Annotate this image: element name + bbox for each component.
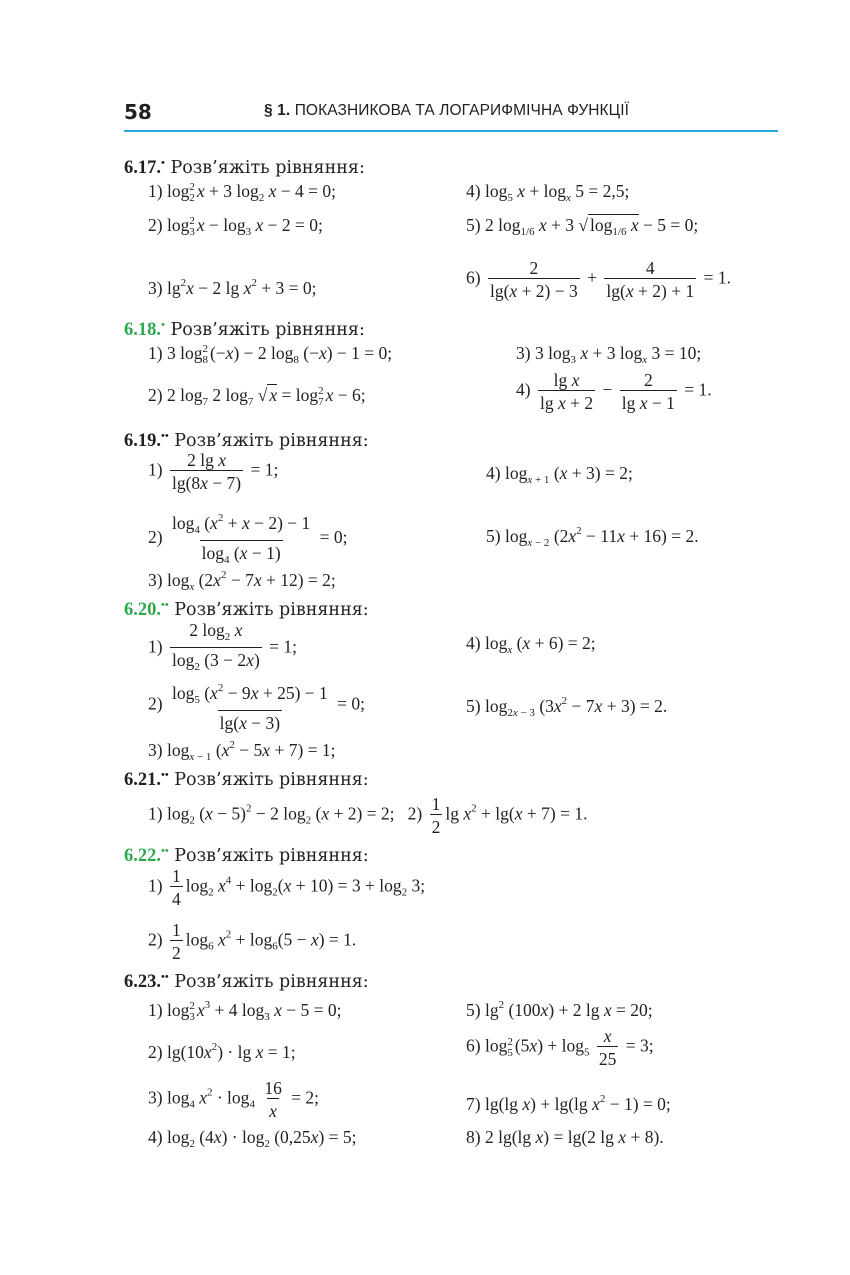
equation-item: 5) 2 $\log_{1/6} x + 3$ √ $\log_{1/6} x - 5 = 0$; <box>466 215 699 238</box>
section-title-text: ПОКАЗНИКОВА ТА ЛОГАРИФМІЧНА ФУНКЦІЇ <box>294 102 630 119</box>
equation-item: 2) 2 $\log_7 2$ $\log_7$ √ x = log 2 7 x − 6; <box>148 384 366 408</box>
equation-item: 1) $\frac{2 \log_2 x}{\log_2 (3 - 2x)}$ = 1; <box>148 620 297 677</box>
problem-heading <box>124 314 365 341</box>
problem-heading <box>124 152 365 179</box>
equation-item: 4) $\log_x (x + 6) = 2$; <box>466 633 596 656</box>
equation-item: 4) $\log_2 (4x) \cdot \log_2 (0,25x) = 5$; <box>148 1127 357 1150</box>
problem-instruction: Розв’яжіть рівняння: <box>174 431 369 452</box>
equation-item: 4) $\frac{\text{lg x}}{\text{lg x + 2}}$ − $\frac{2}{\text{lg x − 1}}$ = 1. <box>516 370 712 413</box>
equation-item: 2) $\lg(10x^2) \cdot \lg x = 1$; <box>148 1041 296 1062</box>
equation-item: 3) $\lg^2x - 2$ $\lg x^2 + 3 = 0$; <box>148 277 317 298</box>
equation-item: 1) log 2 2 x + 3 $\log_2 x - 4 = 0$; <box>148 180 336 204</box>
equation-item: 3) 3 $\log_3 x + 3$ $\log_x 3 = 10$; <box>516 343 702 366</box>
problem-number: 6.21.•• <box>124 769 169 791</box>
equation-item: 2) $\frac{\log_4 (x^2 + x - 2) - 1}{\log_4 (x - 1)}$ = 0; <box>148 508 348 570</box>
equation-item: 7) lg(lg x) + lg(lg $x^2 - 1) = 0$; <box>466 1093 671 1114</box>
problem-number: 6.19.•• <box>124 430 169 452</box>
problem-instruction: Розв’яжіть рівняння: <box>174 600 369 621</box>
problem-instruction: Розв’яжіть рівняння: <box>170 158 365 179</box>
equation-item: 4) $\log_{x + 1} (x + 3) = 2$; <box>486 463 633 486</box>
equation-item: 5) $\log_{x - 2} (2x^2 - 11x + 16) = 2$. <box>486 525 699 549</box>
problem-number: 6.20.•• <box>124 599 169 621</box>
equation-item: 8) 2 lg(lg x) = lg(2 lg x + 8). <box>466 1127 664 1147</box>
equation-item: 2) $\frac{1}{2}$ $\log_6 x^2 + \log_6(5 - x) = 1$. <box>148 920 357 963</box>
problem-instruction: Розв’яжіть рівняння: <box>170 320 365 341</box>
equation-item: 6) $\frac{2}{\lg(x + 2) - 3}$ + $\frac{4}{\lg(x + 2) + 1}$ = 1. <box>466 258 731 301</box>
equation-item: 1) $\frac{1}{4}$ $\log_2 x^4 + \log_2(x + 10) = 3 + \log_2 3$; <box>148 866 426 909</box>
problem-heading <box>124 840 369 867</box>
section-marker: § 1. <box>264 102 291 119</box>
equation-item: 3) $\log_x (2x^2 - 7x + 12) = 2$; <box>148 569 336 593</box>
problem-number: 6.17.• <box>124 157 165 179</box>
equation-item: 5) $\log_{2x - 3} (3x^2 - 7x + 3) = 2$. <box>466 695 668 719</box>
equation-item: 4) $\log_5 x + \log_x 5 = 2,5$; <box>466 181 630 204</box>
section-title <box>264 102 629 120</box>
problem-heading <box>124 764 369 791</box>
problem-instruction: Розв’яжіть рівняння: <box>174 770 369 791</box>
page-number: 58 <box>124 100 152 124</box>
equation-item: 1) $\log_2 (x - 5)^2 - 2$ $\log_2 (x + 2) = 2$; 2) $\frac{1}{2}$ $\lg x^2 + \lg(x + 7) = 1$. <box>148 794 588 837</box>
equation-item: 2) $\frac{\log_5 (x^2 - 9x + 25) - 1}{\lg(x - 3)}$ = 0; <box>148 682 366 733</box>
equation-item: 1) 3 log 2 8 (−x) − 2 $\log_8 (-x) - 1 = 0$; <box>148 342 393 366</box>
problem-number: 6.23.•• <box>124 971 169 993</box>
problem-number: 6.18.• <box>124 319 165 341</box>
equation-item: 1) log 2 3 $x^3 + 4$ $\log_3 x - 5 = 0$; <box>148 999 342 1023</box>
equation-item: 3) $\log_{x - 1} (x^2 - 5x + 7) = 1$; <box>148 739 336 763</box>
problem-instruction: Розв’яжіть рівняння: <box>174 846 369 867</box>
problem-heading <box>124 594 369 621</box>
equation-item: 3) $\log_4 x^2 \cdot \log_4$ $\frac{16}{x}$ = 2; <box>148 1078 320 1121</box>
problem-heading <box>124 966 369 993</box>
equation-item: 1) $\frac{\text{2 lg x}}{\lg(8x - 7)}$ = 1; <box>148 450 279 493</box>
problem-instruction: Розв’яжіть рівняння: <box>174 972 369 993</box>
equation-item: 5) $\lg^2 (100x) + 2$ lg x = 20; <box>466 999 653 1020</box>
problem-number: 6.22.•• <box>124 845 169 867</box>
problem-heading <box>124 425 369 452</box>
page-header <box>124 96 778 132</box>
equation-item: 6) log 2 5 $(5x) + \log_5$ $\frac{x}{25}$ = 3; <box>466 1026 654 1069</box>
equation-item: 2) log 2 3 $x - \log_3 x - 2 = 0$; <box>148 214 323 238</box>
